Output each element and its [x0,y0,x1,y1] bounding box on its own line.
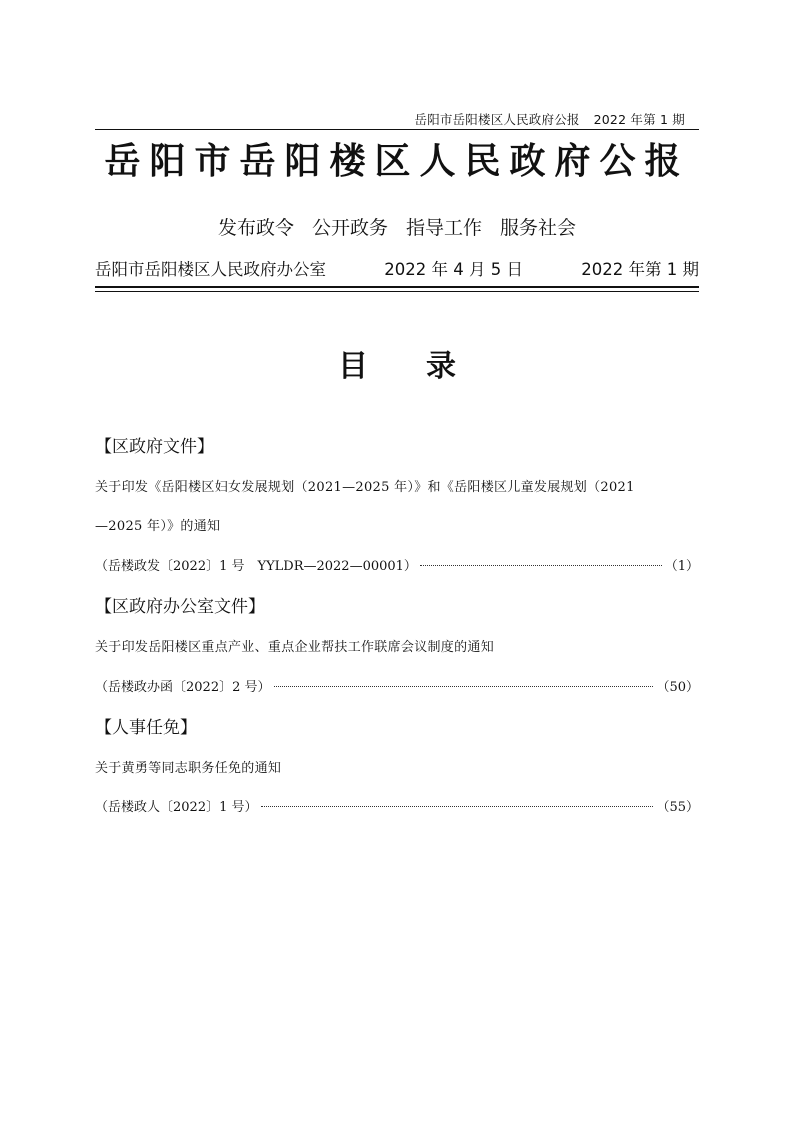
doc-number: （岳楼政人〔2022〕1 号） [95,800,258,815]
publish-date: 2022 年 4 月 5 日 [384,260,523,279]
toc-title-char: 录 [426,349,456,384]
masthead-title: 岳阳市岳阳楼区人民政府公报 [104,140,690,182]
issue-number: 2022 年第 1 期 [581,260,699,279]
masthead-rule-thick [95,286,699,288]
header-rule [95,129,699,130]
toc-section-heading: 【区政府文件】 [95,437,214,457]
slogan-item: 指导工作 [406,217,483,239]
slogan-item: 公开政务 [311,217,388,239]
running-header [415,110,686,128]
masthead-rule-thin [95,291,699,292]
page-number: （1） [664,559,699,574]
doc-number: （岳楼政发〔2022〕1 号 YYLDR—2022—00001） [95,559,417,574]
running-header-issue: 2022 年第 1 期 [593,112,685,127]
publisher: 岳阳市岳阳楼区人民政府办公室 [95,260,326,279]
doc-number: （岳楼政办函〔2022〕2 号） [95,680,271,695]
dot-leader [274,686,654,687]
dot-leader [261,806,654,807]
toc-section-heading: 【区政府办公室文件】 [95,597,265,617]
toc-section-heading: 【人事任免】 [95,718,197,738]
toc-entry-title-continued[interactable]: —2025 年）》的通知 [95,519,221,534]
page-number: （55） [656,800,699,815]
toc-title [95,347,699,387]
slogan-line [95,213,699,243]
issue-line [95,258,699,282]
slogan-item: 服务社会 [500,217,577,239]
toc-entry-title[interactable]: 关于黄勇等同志职务任免的通知 [95,761,282,776]
toc-entry-reference[interactable] [95,797,699,819]
page-number: （50） [656,680,699,695]
toc-entry-reference[interactable] [95,677,699,699]
running-header-title: 岳阳市岳阳楼区人民政府公报 [414,112,580,127]
slogan-item: 发布政令 [217,217,294,239]
toc-title-char: 目 [338,349,368,384]
dot-leader [420,565,662,566]
toc-entry-title[interactable]: 关于印发岳阳楼区重点产业、重点企业帮扶工作联席会议制度的通知 [95,640,495,655]
toc-entry-reference[interactable] [95,556,699,578]
toc-entry-title[interactable]: 关于印发《岳阳楼区妇女发展规划（2021—2025 年）》和《岳阳楼区儿童发展规划（2021 [95,480,635,495]
